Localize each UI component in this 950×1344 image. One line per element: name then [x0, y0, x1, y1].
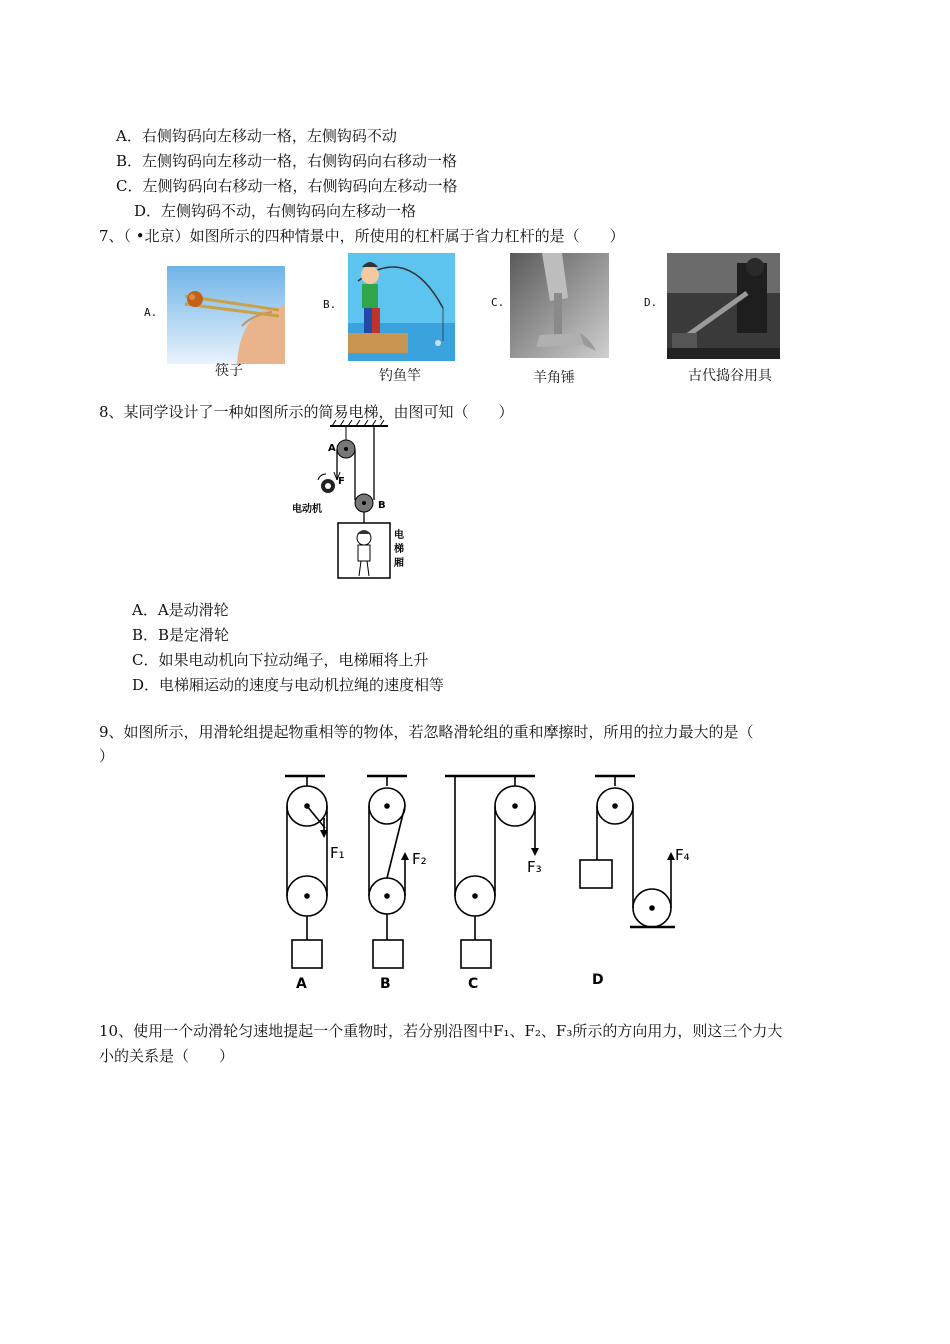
q7-label-a: A.	[144, 306, 158, 319]
q9-stem-line1: 9、如图所示，用滑轮组提起物重相等的物体，若忽略滑轮组的重和摩擦时，所用的拉力最大的是（	[99, 723, 754, 741]
q8-stem: 8、某同学设计了一种如图所示的简易电梯，由图可知（ ）	[99, 403, 514, 421]
q6-option-d: D．左侧钩码不动，右侧钩码向左移动一格	[134, 202, 417, 220]
q8-option-c: C．如果电动机向下拉动绳子，电梯厢将上升	[132, 651, 429, 669]
fishing-rod-image	[348, 253, 455, 361]
pulley-b-label: B	[378, 500, 386, 511]
pulley-systems-diagram	[270, 768, 700, 993]
grain-pounding-tool-image	[667, 253, 780, 359]
q7-label-d: D.	[644, 296, 658, 309]
car-label-1: 电	[394, 530, 404, 541]
q9-stem-line2: ）	[99, 747, 115, 765]
motor-label: 电动机	[292, 504, 322, 515]
force-f3-label: F₃	[527, 858, 542, 876]
q7-caption-d: 古代捣谷用具	[688, 368, 772, 384]
q8-option-d: D．电梯厢运动的速度与电动机拉绳的速度相等	[132, 676, 445, 694]
q6-option-c: C．左侧钩码向右移动一格，右侧钩码向左移动一格	[116, 177, 458, 195]
force-f1-label: F₁	[330, 844, 345, 862]
q8-option-b: B．B是定滑轮	[132, 626, 230, 644]
q7-stem: 7、（ •北京）如图所示的四种情景中，所使用的杠杆属于省力杠杆的是（ ）	[99, 227, 625, 245]
force-f2-label: F₂	[412, 850, 427, 868]
force-f-label: F	[338, 476, 345, 487]
q7-caption-a: 筷子	[215, 363, 243, 379]
system-d-label: D	[592, 972, 604, 988]
force-f4-label: F₄	[675, 846, 690, 864]
q10-line1: 10、使用一个动滑轮匀速地提起一个重物时，若分别沿图中F₁、F₂、F₃所示的方向用力，则这三个力大	[99, 1022, 783, 1040]
system-a-label: A	[296, 976, 307, 992]
q10-line2: 小的关系是（ ）	[99, 1047, 235, 1065]
car-label-3: 厢	[394, 558, 404, 569]
system-c-label: C	[468, 976, 479, 992]
q7-label-c: C.	[491, 296, 505, 309]
claw-hammer-image	[510, 253, 609, 358]
q7-caption-c: 羊角锤	[533, 370, 575, 386]
chopsticks-image	[167, 266, 285, 364]
system-b-label: B	[380, 976, 391, 992]
q7-caption-b: 钓鱼竿	[379, 368, 421, 384]
q8-option-a: A．A是动滑轮	[132, 601, 229, 619]
q6-option-a: A．右侧钩码向左移动一格，左侧钩码不动	[116, 127, 397, 145]
car-label-2: 梯	[394, 544, 404, 555]
elevator-diagram	[288, 420, 428, 585]
q7-label-b: B.	[323, 298, 337, 311]
pulley-a-label: A	[328, 443, 336, 454]
q6-option-b: B．左侧钩码向左移动一格，右侧钩码向右移动一格	[116, 152, 458, 170]
